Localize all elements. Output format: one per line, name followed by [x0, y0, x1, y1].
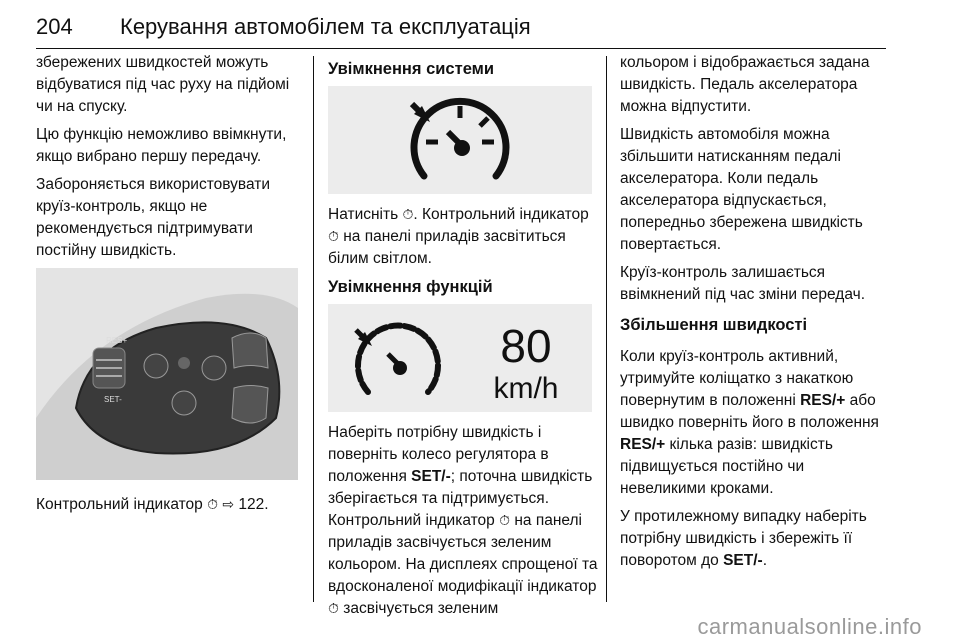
key-label: RES/+	[800, 392, 846, 409]
res-label: RES+	[106, 336, 128, 345]
set-label: SET-	[104, 395, 122, 404]
column-3	[620, 52, 888, 578]
paragraph: Круїз-контроль залишається ввімкнений під час зміни передач.	[620, 264, 866, 303]
key-label: SET/-	[723, 552, 763, 569]
column-2	[328, 52, 598, 626]
section-heading: Збільшення швидкості	[620, 316, 808, 334]
paragraph: Цю функцію неможливо ввімкнути, якщо вибрано першу передачу.	[36, 126, 287, 165]
cruise-indicator-icon: ⏱	[499, 513, 511, 529]
watermark: carmanualsonline.info	[697, 614, 922, 639]
paragraph: збережених швидкостей можуть відбуватися під час руху на підйомі чи на спуску.	[36, 54, 290, 115]
section-heading: Увімкнення функцій	[328, 278, 493, 296]
paragraph: У протилежному випадку наберіть потрібну швидкість і збережіть її поворотом до SET/-.	[620, 508, 867, 569]
cruise-button-icon: ⏱	[402, 207, 414, 223]
cruise-symbol-image	[328, 86, 592, 194]
section-heading: Увімкнення системи	[328, 60, 494, 78]
column-divider-1	[313, 56, 314, 602]
paragraph: Швидкість автомобіля можна збільшити натисканням педалі акселератора. Коли педаль акселератора відпускається, попередньо збережена швидкість повертається.	[620, 126, 863, 253]
cruise-indicator-icon: ⏱	[207, 497, 219, 513]
steering-wheel-controls-image	[36, 268, 298, 480]
cruise-control-icon	[328, 86, 592, 194]
cruise-indicator-icon: ⏱	[328, 601, 339, 617]
cruise-display-image	[328, 304, 592, 412]
paragraph: кольором і відображається задана швидкість. Педаль акселератора можна відпустити.	[620, 54, 870, 115]
paragraph: Натисніть ⏱. Контрольний індикатор ⏱ на панелі приладів засвітиться білим світлом.	[328, 206, 589, 267]
column-1	[36, 52, 300, 522]
key-label: SET/-	[411, 468, 451, 485]
column-divider-2	[606, 56, 607, 602]
page-number: 204	[36, 14, 73, 39]
image-caption: Контрольний індикатор ⏱ ⇨ 122.	[36, 496, 269, 513]
cruise-indicator-icon: ⏱	[328, 229, 339, 245]
paragraph: Наберіть потрібну швидкість і поверніть колесо регулятора в положення SET/-; поточна швидкість зберігається та підтримується. Контрольний індикатор ⏱ на панелі приладів засвічується зеленим кольором. На дисплеях спрощеної та вдосконаленої модифікації індикатор ⏱ засвічується зеленим	[328, 424, 598, 617]
paragraph: Забороняється використовувати круїз-контроль, якщо не рекомендується підтримувати постійну швидкість.	[36, 176, 270, 259]
page-title: Керування автомобілем та експлуатація	[120, 14, 531, 39]
page-header	[36, 14, 886, 44]
reference-arrow-icon: ⇨	[222, 497, 235, 513]
display-speed: 80	[500, 320, 552, 372]
key-label: RES/+	[620, 436, 666, 453]
header-divider	[36, 48, 886, 49]
paragraph: Коли круїз-контроль активний, утримуйте коліщатко з накаткою повернутим в положенні RES/+ або швидко поверніть його в положення RES/+ кілька разів: швидкість підвищується постійно чи невеликими кроками.	[620, 348, 879, 497]
display-unit: km/h	[493, 372, 559, 405]
